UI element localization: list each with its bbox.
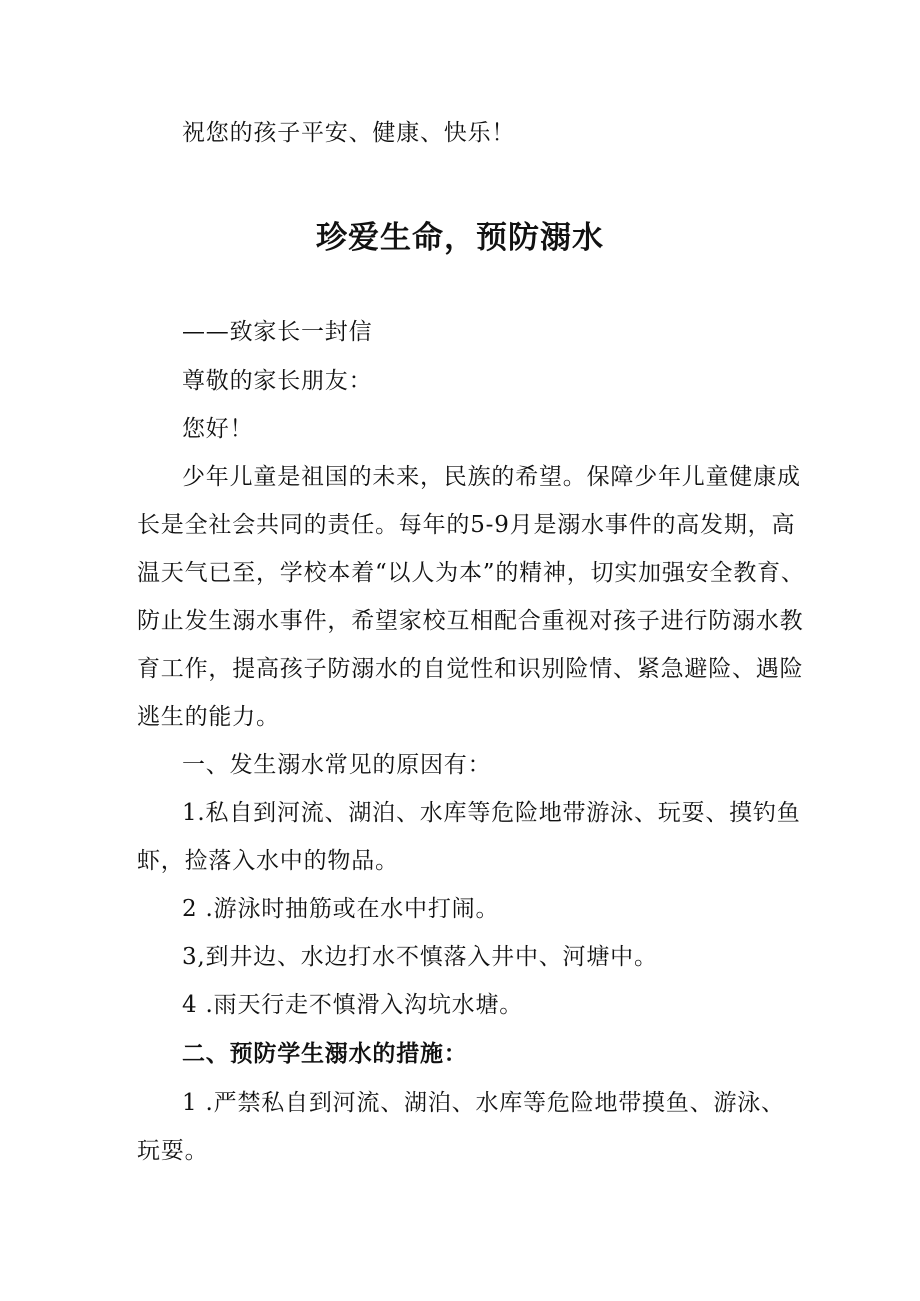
- page-title: 珍爱生命，预防溺水: [316, 220, 604, 256]
- intro-line: 少年儿童是祖国的未来，民族的希望。保障少年儿童健康成: [182, 464, 801, 490]
- intro-line: 逃生的能力。: [137, 704, 280, 730]
- wish-line: 祝您的孩子平安、健康、快乐！: [182, 120, 516, 146]
- intro-line: 温天气已至，学校本着“以人为本”的精神，切实加强安全教育、: [137, 560, 805, 586]
- intro-line: 育工作，提高孩子防溺水的自觉性和识别险情、紧急避险、遇险: [137, 656, 804, 682]
- subtitle: ——致家长一封信: [182, 319, 373, 345]
- section1-item: 4 .雨天行走不慎滑入沟坑水塘。: [182, 992, 524, 1018]
- section1-item: 3,到井边、水边打水不慎落入井中、河塘中。: [182, 944, 658, 970]
- intro-line: 防止发生溺水事件，希望家校互相配合重视对孩子进行防溺水教: [137, 608, 804, 634]
- salutation: 尊敬的家长朋友：: [182, 368, 373, 394]
- section2-item: 玩耍。: [137, 1138, 209, 1164]
- section1-item: 2 .游泳时抽筋或在水中打闹。: [182, 896, 500, 922]
- section1-item: 1.私自到河流、湖泊、水库等危险地带游泳、玩耍、摸钓鱼: [182, 800, 801, 826]
- section2-heading: 二、预防学生溺水的措施：: [182, 1041, 468, 1067]
- section2-item: 1 .严禁私自到河流、湖泊、水库等危险地带摸鱼、游泳、: [182, 1090, 785, 1116]
- section1-item: 虾，捡落入水中的物品。: [137, 848, 399, 874]
- intro-line: 长是全社会共同的责任。每年的5-9月是溺水事件的高发期，高: [137, 512, 796, 538]
- section1-heading: 一、发生溺水常见的原因有：: [182, 752, 492, 778]
- greeting: 您好！: [182, 416, 254, 442]
